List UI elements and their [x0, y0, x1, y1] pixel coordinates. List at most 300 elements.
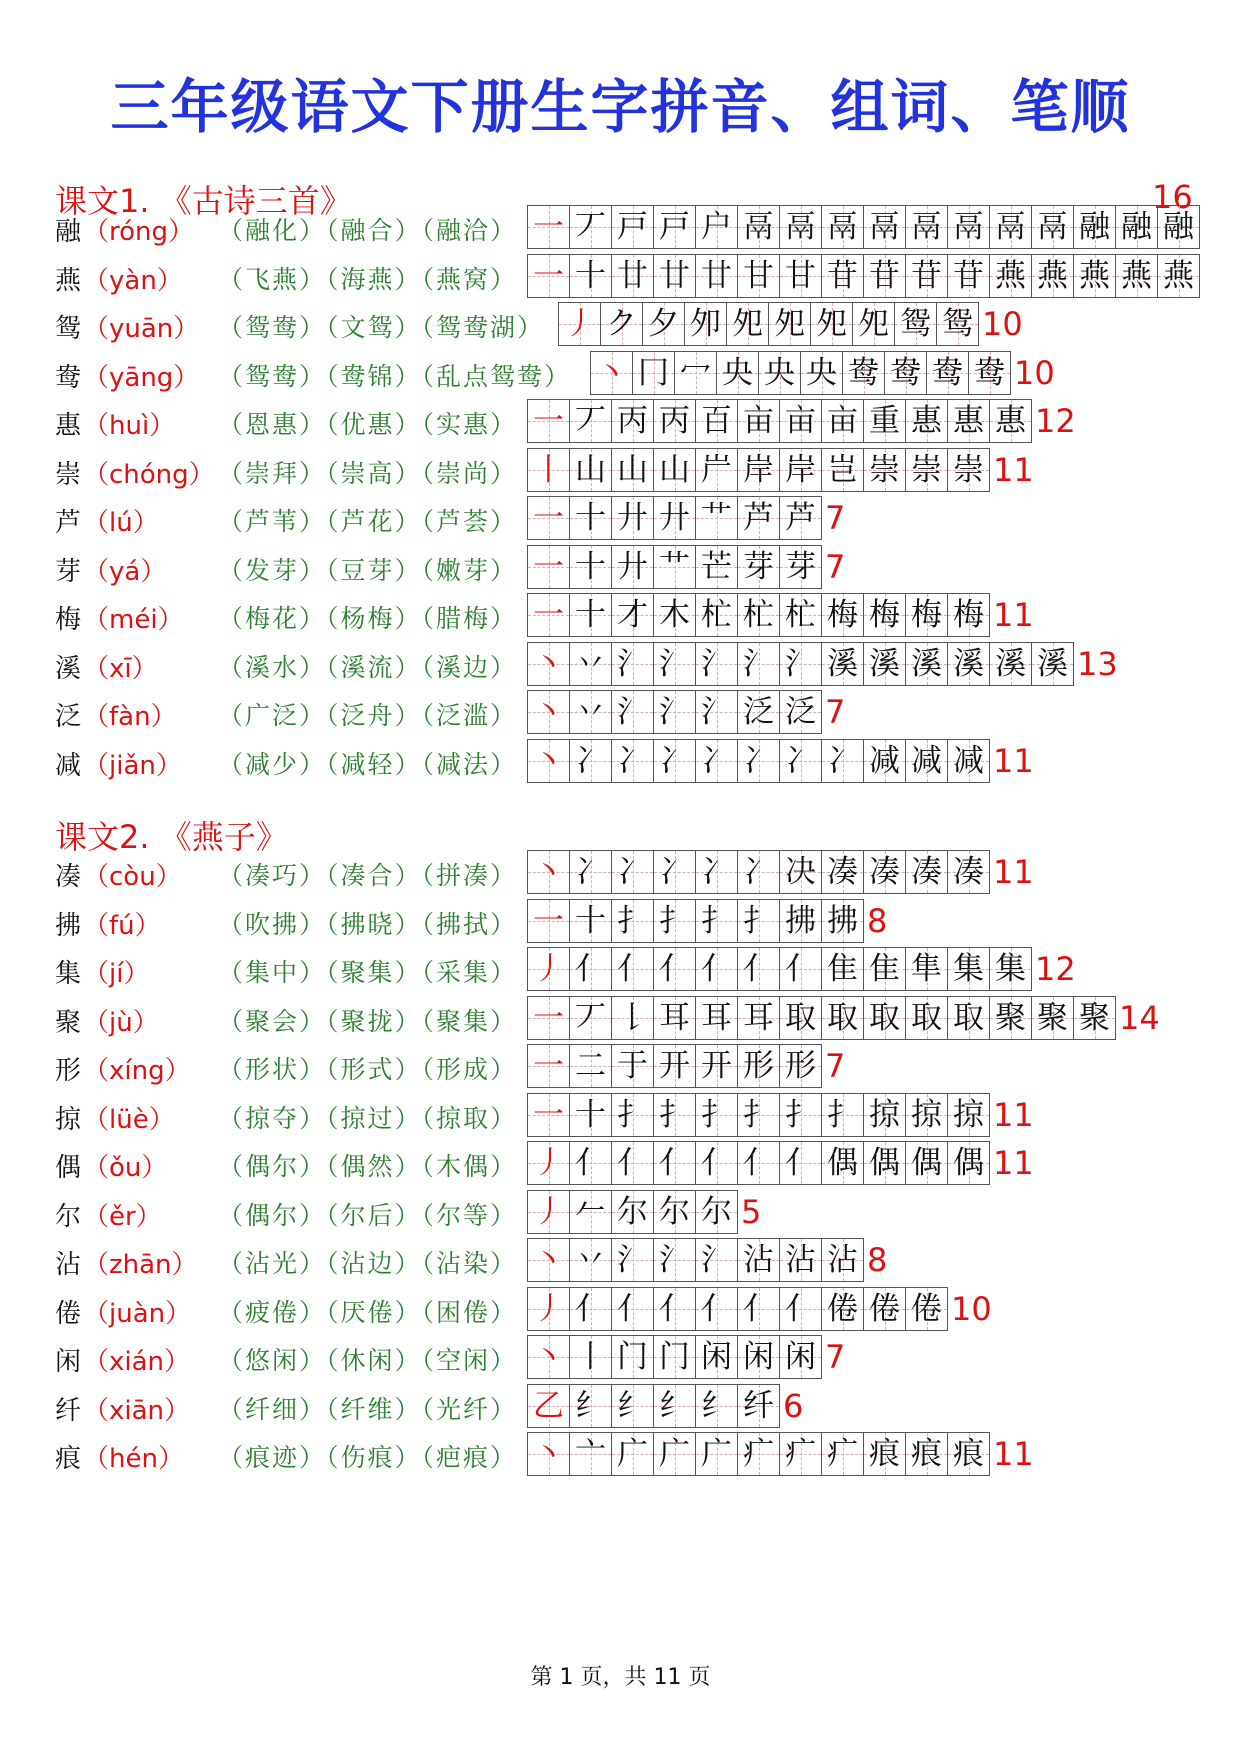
- stroke-order-grid: [527, 1335, 822, 1379]
- stroke-step: 芽: [780, 546, 822, 588]
- stroke-step: 扌: [738, 1094, 780, 1136]
- stroke-step: 一: [528, 1045, 570, 1087]
- stroke-step: 戸: [654, 206, 696, 248]
- pinyin: （jí）: [83, 959, 150, 989]
- stroke-step: 溪: [990, 643, 1032, 685]
- stroke-step: 崇: [864, 449, 906, 491]
- stroke-step: 开: [696, 1045, 738, 1087]
- stroke-step: 杧: [696, 594, 738, 636]
- character: 沾: [55, 1250, 82, 1280]
- stroke-step: 鬲: [906, 206, 948, 248]
- stroke-step: 偶: [822, 1142, 864, 1184]
- page-footer: 第 1 页，共 11 页: [530, 1665, 711, 1690]
- stroke-step: 燕: [990, 255, 1032, 297]
- stroke-step: 亻: [696, 1288, 738, 1330]
- stroke-step: 聚: [1074, 997, 1116, 1039]
- stroke-step: 一: [528, 497, 570, 539]
- word-list: （梅花）（杨梅）（腊梅）: [218, 604, 518, 633]
- stroke-step: 亻: [738, 1142, 780, 1184]
- stroke-count: 5: [741, 1192, 762, 1231]
- stroke-step: 亩: [822, 400, 864, 442]
- stroke-step: 取: [864, 997, 906, 1039]
- stroke-count: 11: [993, 450, 1034, 489]
- stroke-step: 亻: [696, 948, 738, 990]
- stroke-step: 取: [906, 997, 948, 1039]
- stroke-step: 鬲: [1032, 206, 1074, 248]
- stroke-step: 惠: [948, 400, 990, 442]
- stroke-step: 十: [570, 594, 612, 636]
- stroke-step: 冫: [822, 740, 864, 782]
- stroke-step: 沾: [738, 1239, 780, 1281]
- stroke-step: 央: [759, 352, 801, 394]
- stroke-count: 11: [993, 853, 1034, 891]
- stroke-order-grid: [527, 1093, 990, 1137]
- stroke-step: 鬲: [864, 206, 906, 248]
- stroke-order-grid: [527, 205, 1200, 249]
- stroke-step: 丶: [528, 691, 570, 733]
- stroke-step: 氵: [738, 643, 780, 685]
- stroke-step: 痕: [864, 1433, 906, 1475]
- stroke-step: 鸯: [969, 352, 1011, 394]
- stroke-step: 一: [528, 1094, 570, 1136]
- stroke-step: 户: [696, 206, 738, 248]
- stroke-step: 溪: [948, 643, 990, 685]
- stroke-step: 一: [528, 997, 570, 1039]
- stroke-step: 氵: [780, 643, 822, 685]
- stroke-step: 偶: [948, 1142, 990, 1184]
- stroke-step: 丶: [591, 352, 633, 394]
- stroke-step: 决: [780, 851, 822, 893]
- word-list: （发芽）（豆芽）（嫩芽）: [218, 555, 518, 585]
- stroke-step: 夕: [643, 303, 685, 345]
- stroke-step: 亩: [738, 400, 780, 442]
- stroke-step: 隹: [864, 948, 906, 990]
- character: 惠: [55, 411, 82, 441]
- stroke-step: 亻: [780, 1288, 822, 1330]
- stroke-step: 溪: [822, 643, 864, 685]
- stroke-step: 夗: [769, 303, 811, 345]
- word-list: （减少）（减轻）（减法）: [218, 749, 518, 779]
- stroke-step: 集: [990, 948, 1032, 990]
- stroke-count: 7: [825, 499, 846, 537]
- stroke-step: 重: [864, 400, 906, 442]
- stroke-step: 鸯: [843, 352, 885, 394]
- stroke-step: 丶: [528, 851, 570, 893]
- stroke-step: 广: [696, 1433, 738, 1475]
- stroke-step: 苷: [822, 255, 864, 297]
- stroke-order-grid: [527, 448, 990, 492]
- stroke-step: 闲: [780, 1336, 822, 1378]
- stroke-step: 屵: [696, 449, 738, 491]
- word-list: （鸳鸯）（文鸳）（鸳鸯湖）: [218, 313, 545, 342]
- stroke-step: 丶: [528, 643, 570, 685]
- stroke-step: 氵: [654, 643, 696, 685]
- stroke-step: 丷: [570, 643, 612, 685]
- stroke-step: 尔: [696, 1191, 738, 1233]
- pinyin: （xiān）: [83, 1395, 191, 1426]
- stroke-step: 扌: [696, 900, 738, 942]
- stroke-step: ク: [601, 303, 643, 345]
- stroke-step: 丶: [528, 1239, 570, 1281]
- pinyin: （fú）: [83, 910, 161, 941]
- stroke-order-grid: [527, 593, 990, 637]
- pinyin: （còu）: [83, 862, 182, 892]
- stroke-step: 冖: [675, 352, 717, 394]
- word-list: （聚会）（聚拢）（聚集）: [218, 1006, 518, 1036]
- stroke-step: 偶: [864, 1142, 906, 1184]
- word-list: （吹拂）（拂晓）（拂拭）: [218, 909, 518, 939]
- stroke-step: 疒: [738, 1433, 780, 1475]
- pinyin: （yuān）: [83, 314, 200, 344]
- stroke-step: 梅: [864, 594, 906, 636]
- stroke-count: 10: [1014, 353, 1055, 392]
- stroke-step: 凑: [864, 851, 906, 893]
- stroke-step: 一: [528, 546, 570, 588]
- stroke-step: 二: [570, 1045, 612, 1087]
- stroke-step: 扌: [654, 1094, 696, 1136]
- stroke-step: 氵: [654, 691, 696, 733]
- stroke-count: 7: [825, 1047, 846, 1085]
- stroke-step: 纤: [738, 1385, 780, 1427]
- character: 聚: [55, 1007, 82, 1038]
- stroke-step: 丆: [570, 206, 612, 248]
- stroke-step: 疒: [780, 1433, 822, 1475]
- stroke-count: 11: [993, 1435, 1034, 1473]
- stroke-step: 溪: [864, 643, 906, 685]
- word-list: （崇拜）（崇高）（崇尚）: [218, 458, 518, 488]
- word-list: （沾光）（沾边）（沾染）: [218, 1249, 518, 1278]
- stroke-step: 丷: [570, 1239, 612, 1281]
- stroke-step: 惠: [906, 400, 948, 442]
- stroke-step: 拂: [822, 900, 864, 942]
- word-list: （恩惠）（优惠）（实惠）: [218, 410, 518, 439]
- stroke-step: 凑: [948, 851, 990, 893]
- stroke-step: 崇: [948, 449, 990, 491]
- stroke-step: 丆: [570, 400, 612, 442]
- stroke-count: 8: [867, 901, 888, 940]
- stroke-count: 8: [867, 1241, 888, 1279]
- stroke-order-grid: [527, 1287, 948, 1331]
- word-list: （偶尔）（偶然）（木偶）: [218, 1152, 518, 1181]
- stroke-step: 杧: [780, 594, 822, 636]
- stroke-step: 亻: [696, 1142, 738, 1184]
- pinyin: （zhān）: [83, 1250, 198, 1280]
- stroke-step: 耳: [654, 997, 696, 1039]
- stroke-order-grid: [527, 996, 1116, 1040]
- stroke-step: 央: [801, 352, 843, 394]
- stroke-order-grid: [527, 899, 864, 943]
- stroke-step: 减: [906, 740, 948, 782]
- stroke-step: 氵: [612, 1239, 654, 1281]
- word-list: （溪水）（溪流）（溪边）: [218, 652, 518, 682]
- stroke-count: 6: [783, 1386, 804, 1425]
- stroke-step: 𠂉: [570, 1191, 612, 1233]
- stroke-order-grid: [527, 1141, 990, 1185]
- stroke-step: 丙: [654, 400, 696, 442]
- stroke-step: 倦: [864, 1288, 906, 1330]
- stroke-count: 10: [951, 1289, 992, 1328]
- stroke-step: 泛: [738, 691, 780, 733]
- pinyin: （chóng）: [83, 459, 215, 490]
- stroke-step: 崇: [906, 449, 948, 491]
- character: 梅: [55, 605, 82, 635]
- stroke-step: 扌: [822, 1094, 864, 1136]
- stroke-step: 山: [570, 449, 612, 491]
- pinyin: （xíng）: [83, 1056, 191, 1086]
- pinyin: （jù）: [83, 1007, 159, 1038]
- stroke-step: 夗: [727, 303, 769, 345]
- stroke-step: 扌: [654, 900, 696, 942]
- stroke-order-grid: [527, 850, 990, 894]
- stroke-step: 扌: [612, 1094, 654, 1136]
- stroke-step: 冂: [633, 352, 675, 394]
- character: 凑: [55, 862, 82, 892]
- stroke-order-grid: [527, 545, 822, 589]
- stroke-step: 廾: [612, 497, 654, 539]
- stroke-step: 扌: [738, 900, 780, 942]
- stroke-step: 甘: [780, 255, 822, 297]
- stroke-step: 减: [948, 740, 990, 782]
- word-list: （集中）（聚集）（采集）: [218, 958, 518, 987]
- stroke-step: 聚: [990, 997, 1032, 1039]
- stroke-order-grid: [527, 1384, 780, 1428]
- stroke-step: 氵: [612, 643, 654, 685]
- stroke-step: 鬲: [738, 206, 780, 248]
- stroke-step: 鸯: [885, 352, 927, 394]
- stroke-step: 尔: [654, 1191, 696, 1233]
- stroke-step: 廾: [612, 546, 654, 588]
- stroke-order-grid: [590, 351, 1011, 395]
- stroke-step: 鸳: [895, 303, 937, 345]
- stroke-step: 才: [612, 594, 654, 636]
- stroke-step: 丷: [570, 691, 612, 733]
- pinyin: （fàn）: [83, 702, 177, 732]
- stroke-step: 取: [948, 997, 990, 1039]
- stroke-step: 凑: [906, 851, 948, 893]
- stroke-step: 惠: [990, 400, 1032, 442]
- stroke-step: 丿: [559, 303, 601, 345]
- character: 集: [55, 959, 82, 989]
- stroke-step: 闲: [738, 1336, 780, 1378]
- stroke-step: 鬲: [990, 206, 1032, 248]
- stroke-count: 11: [993, 596, 1034, 634]
- stroke-step: 倦: [906, 1288, 948, 1330]
- word-list: （鸳鸯）（鸯锦）（乱点鸳鸯）: [218, 361, 572, 391]
- stroke-step: 亻: [780, 1142, 822, 1184]
- stroke-step: 杧: [738, 594, 780, 636]
- stroke-step: 苷: [906, 255, 948, 297]
- word-list: （偶尔）（尔后）（尔等）: [218, 1200, 518, 1230]
- stroke-step: 芦: [780, 497, 822, 539]
- stroke-step: 丿: [528, 1142, 570, 1184]
- stroke-step: 亻: [738, 948, 780, 990]
- stroke-step: 亻: [738, 1288, 780, 1330]
- character: 崇: [55, 459, 82, 490]
- stroke-step: 痕: [948, 1433, 990, 1475]
- character: 倦: [55, 1298, 82, 1329]
- pinyin: （jiǎn）: [83, 750, 182, 781]
- stroke-step: 冫: [738, 851, 780, 893]
- stroke-step: 十: [570, 255, 612, 297]
- stroke-step: 减: [864, 740, 906, 782]
- stroke-step: 氵: [696, 691, 738, 733]
- stroke-step: 十: [570, 546, 612, 588]
- stroke-step: 戸: [612, 206, 654, 248]
- stroke-count: 7: [825, 1338, 846, 1376]
- stroke-step: 氵: [654, 1239, 696, 1281]
- stroke-count: 16: [1152, 178, 1193, 216]
- stroke-step: 丨: [570, 1336, 612, 1378]
- stroke-step: 拂: [780, 900, 822, 942]
- stroke-step: 亻: [780, 948, 822, 990]
- character: 芦: [55, 508, 82, 538]
- character: 痕: [55, 1444, 82, 1474]
- stroke-step: 百: [696, 400, 738, 442]
- stroke-step: 丿: [528, 948, 570, 990]
- stroke-count: 7: [825, 693, 846, 731]
- stroke-order-grid: [527, 1238, 864, 1282]
- character: 闲: [55, 1347, 82, 1377]
- stroke-step: 央: [717, 352, 759, 394]
- character: 溪: [55, 653, 82, 684]
- stroke-step: 亠: [570, 1433, 612, 1475]
- stroke-step: 沾: [780, 1239, 822, 1281]
- stroke-step: 𠄌: [612, 997, 654, 1039]
- stroke-step: 山: [654, 449, 696, 491]
- stroke-step: 丿: [528, 1288, 570, 1330]
- stroke-step: 掠: [906, 1094, 948, 1136]
- stroke-step: 冫: [696, 851, 738, 893]
- stroke-step: 廿: [696, 255, 738, 297]
- stroke-step: 亩: [780, 400, 822, 442]
- page-title: 三年级语文下册生字拼音、组词、笔顺: [110, 73, 1131, 141]
- pinyin: （yàn）: [83, 265, 183, 296]
- stroke-step: 掠: [948, 1094, 990, 1136]
- stroke-step: 廿: [654, 255, 696, 297]
- stroke-step: 廿: [612, 255, 654, 297]
- stroke-step: 闲: [696, 1336, 738, 1378]
- stroke-step: 溪: [906, 643, 948, 685]
- stroke-step: 丶: [528, 1336, 570, 1378]
- stroke-step: 泛: [780, 691, 822, 733]
- stroke-order-grid: [527, 1044, 822, 1088]
- stroke-step: 纟: [570, 1385, 612, 1427]
- character: 形: [55, 1056, 82, 1086]
- stroke-step: 取: [822, 997, 864, 1039]
- stroke-step: 山: [612, 449, 654, 491]
- stroke-step: 十: [570, 900, 612, 942]
- stroke-count: 13: [1077, 644, 1118, 683]
- stroke-step: 丨: [528, 449, 570, 491]
- stroke-step: 丙: [612, 400, 654, 442]
- stroke-count: 12: [1035, 402, 1076, 440]
- stroke-step: 鬲: [822, 206, 864, 248]
- pinyin: （xián）: [83, 1347, 191, 1377]
- stroke-step: 亻: [654, 948, 696, 990]
- stroke-step: 燕: [1074, 255, 1116, 297]
- stroke-step: 甘: [738, 255, 780, 297]
- stroke-step: 融: [1116, 206, 1158, 248]
- character: 鸯: [55, 362, 82, 393]
- stroke-step: 纟: [654, 1385, 696, 1427]
- stroke-order-grid: [527, 1190, 738, 1234]
- stroke-step: 丿: [528, 1191, 570, 1233]
- stroke-step: 一: [528, 255, 570, 297]
- stroke-step: 于: [612, 1045, 654, 1087]
- stroke-order-grid: [527, 399, 1032, 443]
- stroke-step: 乙: [528, 1385, 570, 1427]
- stroke-step: 纟: [612, 1385, 654, 1427]
- stroke-order-grid: [527, 496, 822, 540]
- stroke-step: 偶: [906, 1142, 948, 1184]
- stroke-order-grid: [527, 642, 1074, 686]
- stroke-count: 10: [982, 305, 1023, 343]
- character: 纤: [55, 1395, 82, 1426]
- word-list: （悠闲）（休闲）（空闲）: [218, 1346, 518, 1375]
- character: 尔: [55, 1201, 82, 1232]
- stroke-step: 凑: [822, 851, 864, 893]
- character: 拂: [55, 910, 82, 941]
- stroke-step: 取: [780, 997, 822, 1039]
- pinyin: （ǒu）: [83, 1153, 168, 1183]
- stroke-step: 亻: [570, 1288, 612, 1330]
- stroke-step: 掠: [864, 1094, 906, 1136]
- word-list: （融化）（融合）（融洽）: [218, 216, 518, 245]
- stroke-step: 广: [654, 1433, 696, 1475]
- word-list: （痕迹）（伤痕）（疤痕）: [218, 1443, 518, 1472]
- stroke-step: 冫: [570, 740, 612, 782]
- stroke-count: 7: [825, 547, 846, 586]
- stroke-step: 扌: [612, 900, 654, 942]
- stroke-step: 亻: [570, 948, 612, 990]
- pinyin: （lú）: [83, 508, 159, 538]
- stroke-step: 扌: [780, 1094, 822, 1136]
- stroke-step: 燕: [1116, 255, 1158, 297]
- pinyin: （hén）: [83, 1444, 184, 1474]
- word-list: （形状）（形式）（形成）: [218, 1055, 518, 1084]
- pinyin: （yāng）: [83, 362, 200, 393]
- stroke-step: 冫: [696, 740, 738, 782]
- stroke-step: 融: [1074, 206, 1116, 248]
- stroke-step: 耳: [738, 997, 780, 1039]
- stroke-step: 形: [738, 1045, 780, 1087]
- stroke-step: 丶: [528, 740, 570, 782]
- character: 芽: [55, 556, 82, 587]
- stroke-step: 燕: [1158, 255, 1200, 297]
- stroke-step: 一: [528, 594, 570, 636]
- pinyin: （yá）: [83, 556, 167, 587]
- stroke-order-grid: [527, 947, 1032, 991]
- stroke-step: 亻: [570, 1142, 612, 1184]
- word-list: （纤细）（纤维）（光纤）: [218, 1394, 518, 1424]
- stroke-step: 一: [528, 206, 570, 248]
- character: 燕: [55, 265, 82, 296]
- stroke-step: 门: [654, 1336, 696, 1378]
- stroke-step: 艹: [654, 546, 696, 588]
- lesson-heading: 课文1. 《古诗三首》: [55, 182, 352, 220]
- stroke-step: 形: [780, 1045, 822, 1087]
- stroke-step: 苷: [948, 255, 990, 297]
- stroke-step: 纟: [696, 1385, 738, 1427]
- character: 泛: [55, 702, 82, 732]
- stroke-step: 丶: [528, 1433, 570, 1475]
- pinyin: （huì）: [83, 411, 176, 441]
- stroke-step: 丆: [570, 997, 612, 1039]
- stroke-step: 燕: [1032, 255, 1074, 297]
- character: 融: [55, 217, 82, 247]
- word-list: （芦苇）（芦花）（芦荟）: [218, 507, 518, 536]
- stroke-count: 11: [993, 741, 1034, 780]
